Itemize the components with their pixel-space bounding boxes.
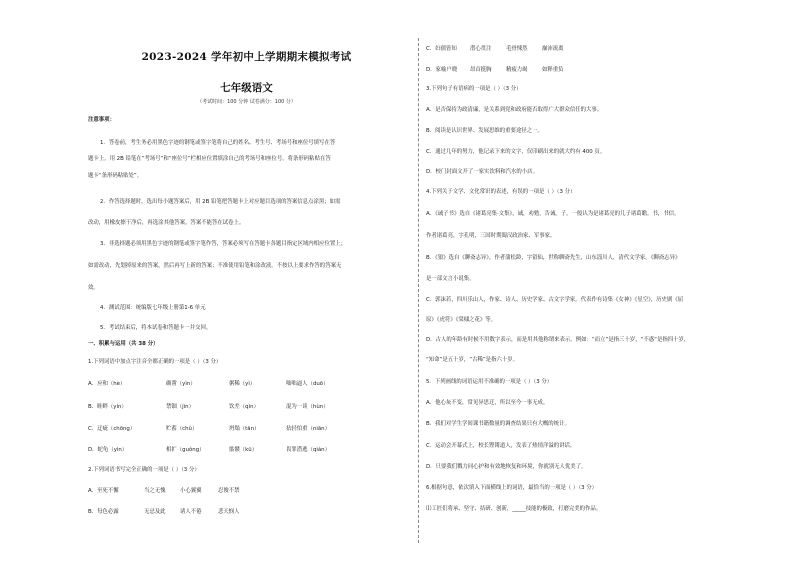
q4-option-a-line-1: A．《诫子书》选自《诸葛亮集·文集》，诫，劝勉，告诫。子，一般认为是诸葛亮的儿子诸葛瞻。书，书信。 [426, 211, 680, 217]
q2-stem: 2.下列词语书写完全正确的一项是（ ）（3 分） [88, 467, 200, 473]
column-divider [418, 38, 419, 543]
q1-option-b: B．畦畔（yín） 禁锢（jìn） 饮差（qìn） 混为一谈（hùn） [88, 404, 329, 410]
note-3-line-1: 3．非选择题必须用黑色字迹的钢笔或签字笔作答，答案必须写在答题卡各题目指定区域内相应位置上； [100, 241, 347, 247]
q1-stem: 1.下列词语中加点字注音全都正确的一项是（ ）（3 分） [88, 359, 222, 365]
q3-option-c: C．通过几年的努力，他记录下来的文字，仅印刷出来的就大约有 400 页。 [426, 149, 606, 155]
note-1-line-2: 题卡上。用 2B 铅笔在“考场号”和“座位号”栏相应位置填涂自己的考场号和座位号。将条形码粘贴在答 [88, 156, 331, 162]
q5-option-c: C．运动会开幕式上，校长铿锵道人，发表了热情洋溢的讲话。 [426, 443, 576, 449]
q3-stem: 3.下列句子有语病的一项是（ ）（3 分） [426, 86, 522, 92]
q2-option-c: C．妇孺皆知 潜心贯注 毛骨悚然 巅沛流离 [426, 46, 564, 52]
q5-option-d: D．只要我们戮力同心护和有效地恢复和环境，你就别无人优美了。 [426, 464, 587, 470]
q1-option-a: A．应和（hè） 确凿（yìn） 粥稀（yì） 咄咄逼人（duō） [88, 381, 329, 387]
section-1-heading: 一、积累与运用（共 38 分） [88, 341, 159, 347]
q5-option-b: B．我们对学生学间课书籍数量的调查结果只有大概的统计。 [426, 421, 570, 427]
exam-info: （考试时间：100 分钟 试卷满分：100 分） [197, 99, 296, 105]
q4-option-b-line-2: 是一部文言小说集。 [426, 276, 475, 282]
note-3-line-3: 效。 [88, 285, 99, 291]
q3-option-b: B．阅读是认识世界、发展思维的重要途径之一。 [426, 128, 543, 134]
exam-title: 2023-2024 学年初中上学期期末模拟考试 [141, 51, 352, 63]
q3-option-d: D．校门封面文开了一家实饮料和汽水的小店。 [426, 169, 538, 175]
q6-stem: 6.根据句意，依次填入下面横线上的词语，最恰当的一项是（ ）（3 分） [426, 485, 598, 491]
q2-option-b: B．每色必露 无忌及此 诸人不倦 悲天悯人 [88, 509, 240, 515]
q6-sentence-1: ⑴工匠们将承、坚守、拮研、创新，_____技能的极致，打磨完美的作品。 [426, 506, 602, 512]
q4-option-c-line-1: C．郭沫若，四川乐山人，作家、诗人、历史学家、古文字学家。代表作有诗集《女神》《星空》，历史剧《屈 [426, 297, 684, 303]
note-1-line-1: 1．答卷前，考生务必用黑色字迹的钢笔或签字笔将自己的姓名、考生号、考场号和座位号填写在答 [100, 140, 336, 146]
notes-heading: 注意事项： [88, 117, 115, 123]
note-5: 5．考试结束后，将本试卷和答题卡一并交回。 [100, 325, 212, 331]
q3-option-a: A．是否保持为政清廉，是关系到党和政府能否取得广大群众信任的大事。 [426, 107, 603, 113]
note-2-line-2: 改动，用橡皮擦干净后，再选涂其他答案。答案不能答在试卷上。 [88, 220, 245, 226]
q4-option-c-line-2: 原》《虎符》《棠棣之花》等。 [426, 317, 497, 323]
q4-option-d-line-2: “知命”是五十岁，“古稀”是指六十岁。 [426, 357, 519, 363]
q5-stem: 5．下列画线的词语运用不准确的一项是（ ）（3 分） [426, 379, 553, 385]
q4-stem: 4.下列关于文学、文化常识的表述，有误的一项是（ ）（3 分） [426, 189, 576, 195]
q5-option-a: A．他心灰不变，常见异思迁，所以至今一事无成。 [426, 400, 549, 406]
note-1-line-3: 题卡“条形码粘贴处”。 [88, 173, 143, 179]
q1-option-d: D．蛇龟（yìn） 相扩（guǒng） 骷髅（kū） 畏罪潜逃（qián） [88, 447, 330, 453]
q1-option-c: C．迂疵（chōng） 贮蓄（chǔ） 坍塌（tān） 拈轻怕重（niān） [88, 426, 330, 432]
note-2-line-1: 2．作答选择题时，选出每小题答案后，用 2B 铅笔把答题卡上对应题目选项的答案信息点涂黑；如需 [100, 199, 341, 205]
q4-option-b-line-1: B．《狼》选自《聊斋志异》，作者蒲松龄，字留仙，世称聊斋先生，山东淄川人，清代文学家。《聊斋志异》 [426, 255, 681, 261]
exam-subtitle: 七年级语文 [220, 82, 273, 94]
q2-option-d: D．家喻户晓 昂首挺胸 精疲力竭 如释重负 [426, 67, 564, 73]
q4-option-d-line-1: D．古人的年龄有时候不用数字表示，而是用其他称谓来表示。例如：“而立”是指三十岁，“不惑”是指四十岁， [426, 337, 690, 343]
q4-option-a-line-2: 作者诸葛亮，字孔明，三国时期蜀汉政治家、军事家。 [426, 233, 556, 239]
note-3-line-2: 如需改动，先划掉原来的答案，然后再写上新的答案；不准使用铅笔和涂改液。不按以上要求作答的答案无 [88, 263, 342, 269]
note-4: 4．测试范围：统编版七年级上册第1-6 单元 [100, 305, 206, 311]
q2-option-a: A．至死不懈 当之无愧 小心翼翼 忍俊不禁 [88, 488, 240, 494]
